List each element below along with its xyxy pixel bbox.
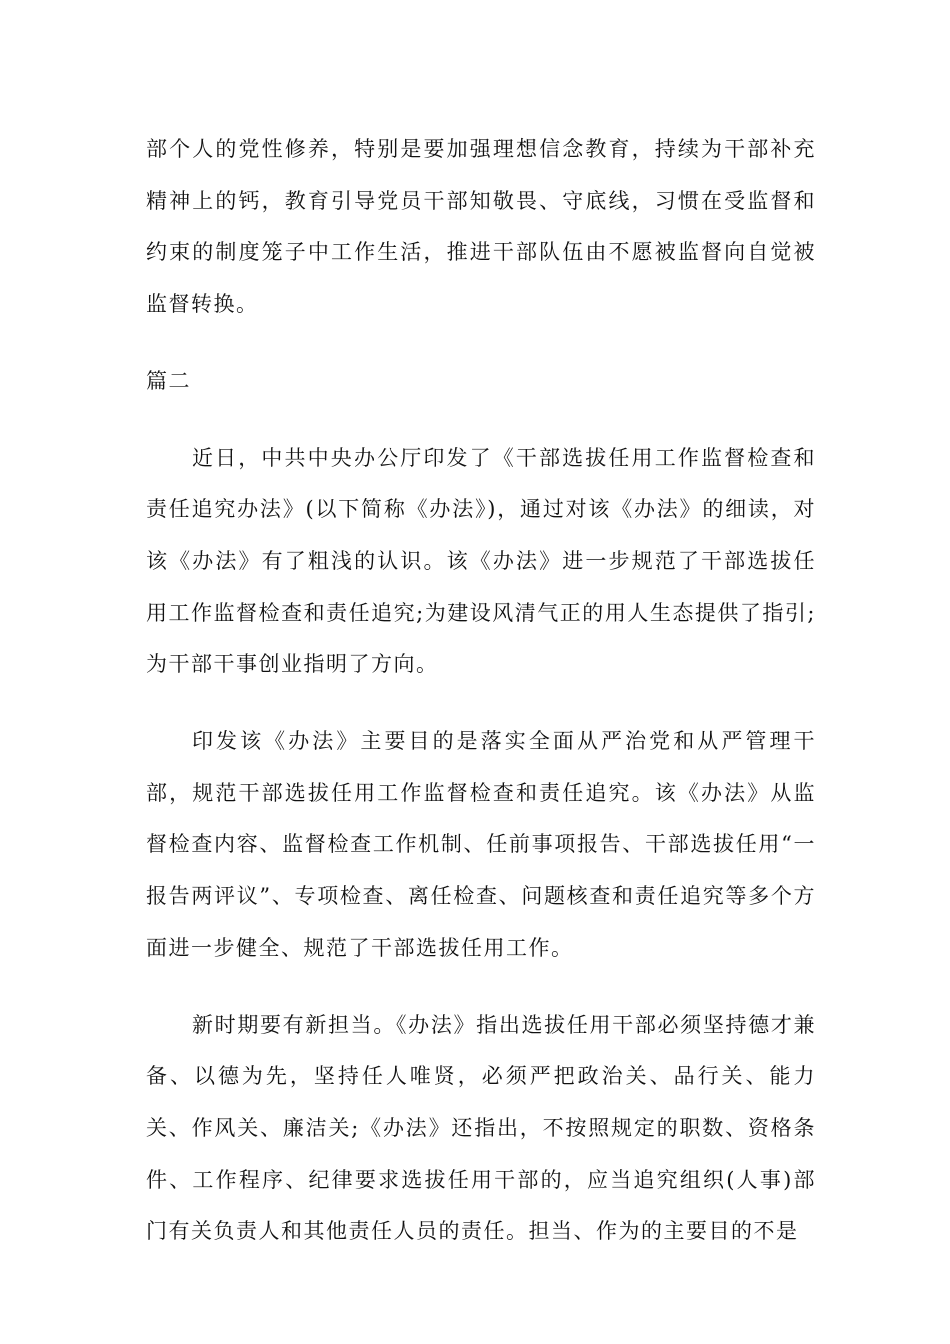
spacer: [146, 975, 816, 1000]
section-heading: 篇二: [146, 368, 191, 393]
paragraph-1: 近日，中共中央办公厅印发了《干部选拔任用工作监督检查和责任追究办法》(以下简称《办法》)，通过对该《办法》的细读，对该《办法》有了粗浅的认识。该《办法》进一步规范了干部选拔任用工作监督检查和责任追究;为建设风清气正的用人生态提供了指引;为干部干事创业指明了方向。: [146, 445, 816, 677]
paragraph-3: 新时期要有新担当。《办法》指出选拔任用干部必须坚持德才兼备、以德为先，坚持任人唯贤，必须严把政治关、品行关、能力关、作风关、廉洁关;《办法》还指出，不按照规定的职数、资格条件、工作程序、纪律要求选拔任用干部的，应当追究组织(人事)部门有关负责人和其他责任人员的责任。担当、作为的主要目的不是: [146, 1012, 816, 1244]
document-body: [146, 124, 816, 1258]
spacer: [146, 331, 816, 356]
spacer: [146, 408, 816, 433]
spacer: [146, 691, 816, 716]
continuation-paragraph: 部个人的党性修养，特别是要加强理想信念教育，持续为干部补充精神上的钙，教育引导党员干部知敬畏、守底线，习惯在受监督和约束的制度笼子中工作生活，推进干部队伍由不愿被监督向自觉被监督转换。: [146, 137, 816, 317]
paragraph-2: 印发该《办法》主要目的是落实全面从严治党和从严管理干部，规范干部选拔任用工作监督检查和责任追究。该《办法》从监督检查内容、监督检查工作机制、任前事项报告、干部选拔任用“一报告两评议”、专项检查、离任检查、问题核查和责任追究等多个方面进一步健全、规范了干部选拔任用工作。: [146, 729, 816, 960]
